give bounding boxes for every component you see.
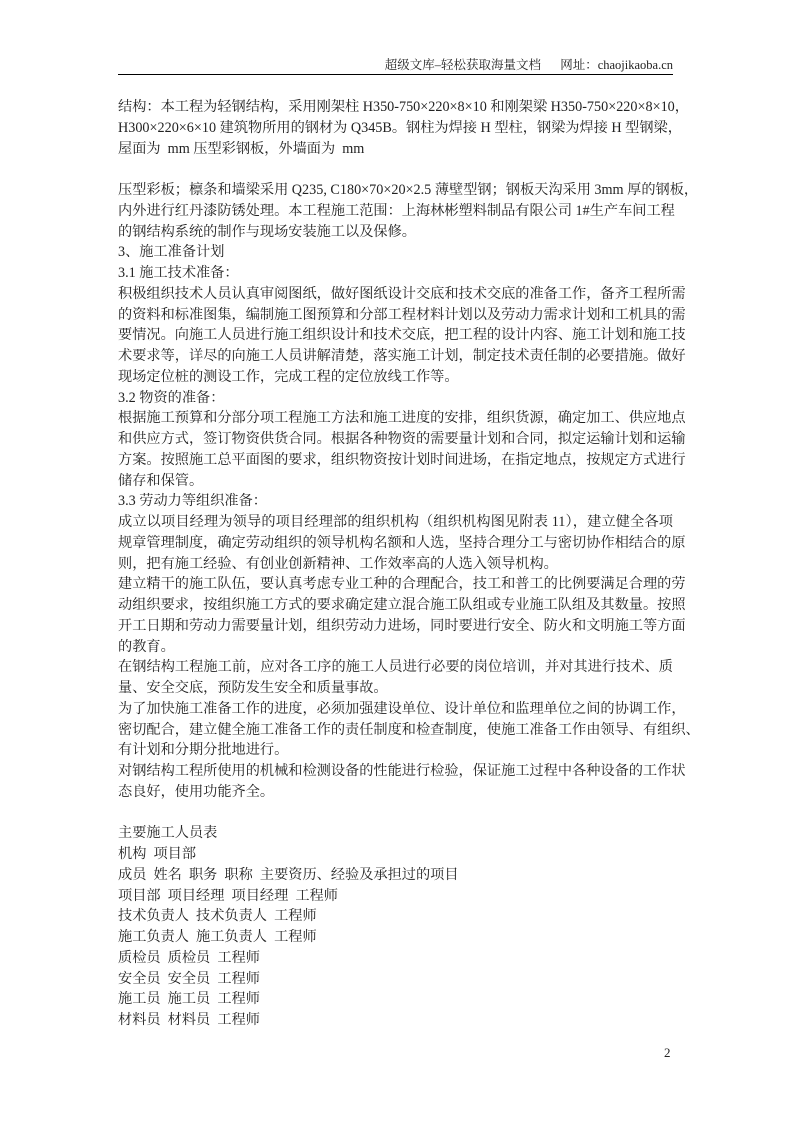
header-url: 网址：chaojikaoba.cn [560, 58, 673, 72]
blank-line [118, 159, 673, 180]
text-line: 成员 姓名 职务 职称 主要资历、经验及承担过的项目 [118, 866, 459, 883]
text-line: 技术负责人 技术负责人 工程师 [118, 908, 317, 925]
paragraph [118, 865, 673, 886]
text-line: 现场定位桩的测设工作，完成工程的定位放线工作等。 [118, 368, 459, 385]
text-line: 态良好，使用功能齐全。 [118, 783, 275, 800]
page-header [118, 56, 673, 75]
text-line: 3、施工准备计划 [118, 244, 225, 261]
text-line: 结构：本工程为轻钢结构，采用刚架柱 H350-750×220×8×10 和刚架梁 H350-750×220×8×10， [118, 99, 689, 115]
paragraph [118, 180, 699, 242]
text-line: 开工日期和劳动力需要量计划，组织劳动力进场，同时要进行安全、防火和文明施工等方面 [118, 617, 686, 634]
blank-line [118, 803, 673, 824]
text-line: 根据施工预算和分部分项工程施工方法和施工进度的安排，组织货源，确定加工、供应地点 [118, 410, 686, 427]
paragraph [118, 284, 686, 388]
paragraph [118, 948, 673, 969]
text-line: 内外进行红丹漆防锈处理。本工程施工范围：上海林彬塑料制品有限公司 1#生产车间工程 [118, 202, 675, 219]
text-line: 有计划和分期分批地进行。 [118, 742, 289, 759]
paragraph [118, 242, 673, 263]
text-line: 施工负责人 施工负责人 工程师 [118, 929, 317, 945]
text-line: 和供应方式，签订物资供货合同。根据各种物资的需要量计划和合同，拟定运输计划和运输 [118, 431, 686, 447]
text-line: 的钢结构系统的制作与现场安装施工以及保修。 [118, 223, 416, 240]
text-line: 量、安全交底，预防发生安全和质量事故。 [118, 680, 388, 696]
text-line: 储存和保管。 [118, 472, 204, 489]
paragraph [118, 761, 686, 803]
text-line: 建立精干的施工队伍，要认真考虑专业工种的合理配合，技工和普工的比例要满足合理的劳 [118, 576, 686, 593]
paragraph [118, 408, 686, 491]
paragraph [118, 927, 673, 948]
paragraph [118, 989, 673, 1010]
paragraph [118, 574, 686, 657]
paragraph [118, 699, 700, 761]
text-line: 压型彩板；檩条和墙梁采用 Q235, C180×70×20×2.5 薄壁型钢；钢板天沟采用 3mm 厚的钢板， [118, 182, 699, 198]
paragraph [118, 263, 673, 284]
text-line: 项目部 项目经理 项目经理 工程师 [118, 887, 338, 904]
paragraph [118, 97, 689, 159]
page-number: 2 [664, 1045, 671, 1060]
text-line: 材料员 材料员 工程师 [118, 1012, 260, 1028]
paragraph [118, 886, 673, 907]
paragraph [118, 823, 673, 844]
text-line: 积极组织技术人员认真审阅图纸，做好图纸设计交底和技术交底的准备工作，备齐工程所需 [118, 285, 686, 302]
text-line: 的资料和标准图集，编制施工图预算和分部工程材料计划以及劳动力需求计划和工机具的需 [118, 306, 686, 323]
text-line: 在钢结构工程施工前，应对各工序的施工人员进行必要的岗位培训，并对其进行技术、质 [118, 659, 673, 676]
text-line: 为了加快施工准备工作的进度，必须加强建设单位、设计单位和监理单位之间的协调工作， [118, 700, 686, 717]
text-line: 3.3 劳动力等组织准备： [118, 493, 267, 510]
header-site-name: 超级文库–轻松获取海量文档 [384, 58, 542, 72]
text-line: 动组织要求，按组织施工方式的要求确定建立混合施工队组或专业施工队组及其数量。按照 [118, 597, 686, 613]
paragraph [118, 906, 673, 927]
document-body [118, 97, 700, 1031]
text-line: 规章管理制度，确定劳动组织的领导机构名额和人选，坚持合理分工与密切协作相结合的原 [118, 534, 686, 551]
text-line: 要情况。向施工人员进行施工组织设计和技术交底，把工程的设计内容、施工计划和施工技 [118, 327, 686, 344]
text-line: 成立以项目经理为领导的项目经理部的组织机构（组织机构图见附表 11），建立健全各项 [118, 514, 673, 530]
paragraph [118, 491, 673, 512]
paragraph [118, 844, 673, 865]
text-line: 安全员 安全员 工程师 [118, 970, 260, 987]
text-line: 3.1 施工技术准备： [118, 265, 239, 281]
paragraph [118, 657, 673, 699]
text-line: 密切配合，建立健全施工准备工作的责任制度和检查制度，使施工准备工作由领导、有组织、 [118, 721, 700, 738]
paragraph [118, 512, 686, 574]
text-line: 屋面为 mm 压型彩钢板，外墙面为 mm [118, 140, 365, 157]
text-line: 对钢结构工程所使用的机械和检测设备的性能进行检验，保证施工过程中各种设备的工作状 [118, 763, 686, 779]
text-line: 术要求等，详尽的向施工人员讲解清楚，落实施工计划，制定技术责任制的必要措施。做好 [118, 348, 686, 364]
text-line: 质检员 质检员 工程师 [118, 949, 260, 966]
text-line: 的教育。 [118, 638, 175, 655]
text-line: 主要施工人员表 [118, 825, 218, 842]
text-line: 施工员 施工员 工程师 [118, 991, 260, 1008]
paragraph [118, 388, 673, 409]
paragraph [118, 1010, 673, 1031]
text-line: 则，把有施工经验、有创业创新精神、工作效率高的人选入领导机构。 [118, 555, 558, 572]
text-line: H300×220×6×10 建筑物所用的钢材为 Q345B。钢柱为焊接 H 型柱，钢梁为焊接 H 型钢梁， [118, 119, 682, 136]
text-line: 方案。按照施工总平面图的要求，组织物资按计划时间进场，在指定地点，按规定方式进行 [118, 451, 686, 468]
text-line: 3.2 物资的准备： [118, 389, 225, 406]
text-line: 机构 项目部 [118, 846, 197, 862]
paragraph [118, 969, 673, 990]
